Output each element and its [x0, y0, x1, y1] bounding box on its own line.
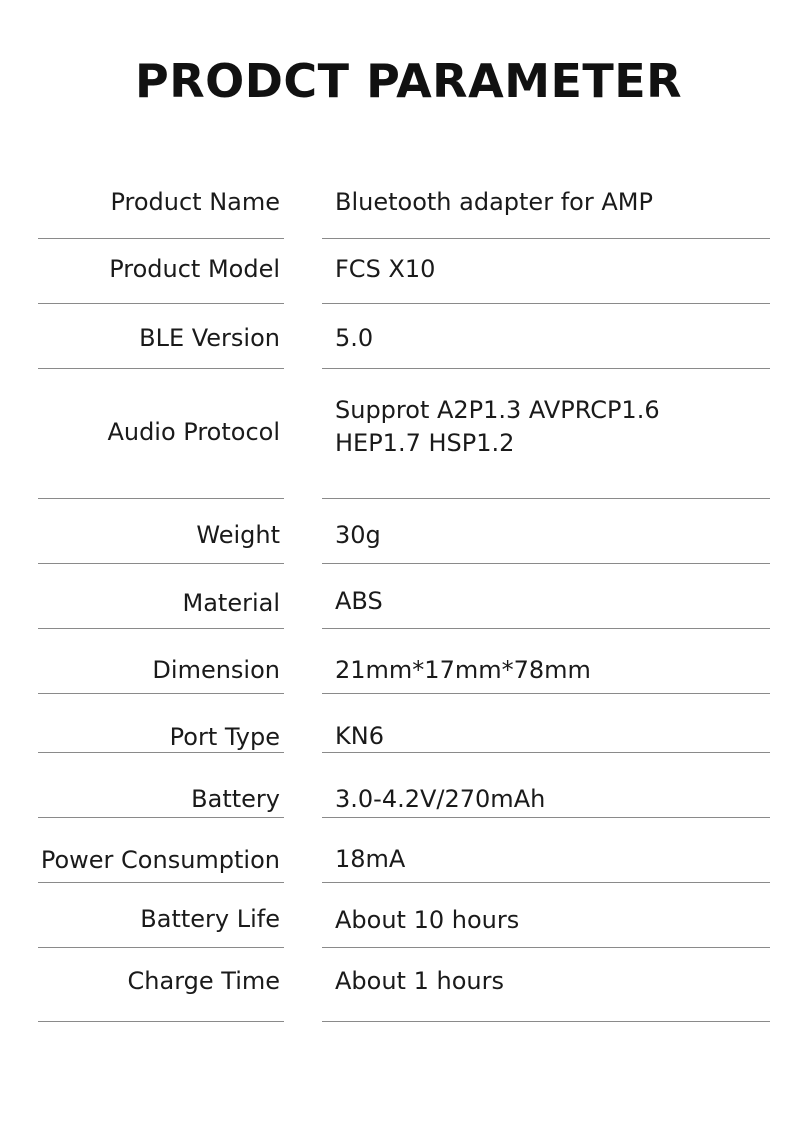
param-value-audio-protocol-line1: Supprot A2P1.3 AVPRCP1.6 — [335, 396, 660, 424]
param-label-dimension: Dimension — [152, 656, 280, 684]
param-value-ble-version: 5.0 — [335, 324, 374, 352]
row-divider-right — [322, 498, 770, 499]
param-label-port-type: Port Type — [169, 723, 280, 751]
row-divider-right — [322, 238, 770, 239]
param-value-battery-life: About 10 hours — [335, 906, 520, 934]
row-divider-right — [322, 563, 770, 564]
row-divider-left — [38, 752, 284, 753]
row-divider-left — [38, 303, 284, 304]
param-label-charge-time: Charge Time — [127, 967, 280, 995]
row-divider-right — [322, 628, 770, 629]
row-divider-left — [38, 882, 284, 883]
row-divider-right — [322, 368, 770, 369]
row-divider-left — [38, 628, 284, 629]
param-value-port-type: KN6 — [335, 722, 384, 750]
row-divider-right — [322, 303, 770, 304]
param-label-power-consumption: Power Consumption — [40, 846, 280, 874]
row-divider-right — [322, 947, 770, 948]
param-label-ble-version: BLE Version — [139, 324, 280, 352]
param-label-battery: Battery — [191, 785, 280, 813]
param-value-product-name: Bluetooth adapter for AMP — [335, 188, 653, 216]
row-divider-left — [38, 817, 284, 818]
row-divider-right — [322, 882, 770, 883]
param-value-dimension: 21mm*17mm*78mm — [335, 656, 591, 684]
param-value-power-consumption: 18mA — [335, 845, 406, 873]
param-value-battery: 3.0-4.2V/270mAh — [335, 785, 546, 813]
row-divider-right — [322, 752, 770, 753]
param-value-charge-time: About 1 hours — [335, 967, 504, 995]
param-label-audio-protocol: Audio Protocol — [107, 418, 280, 446]
page-title: PRODCT PARAMETER — [135, 54, 683, 108]
row-divider-left — [38, 693, 284, 694]
param-value-audio-protocol-line2: HEP1.7 HSP1.2 — [335, 429, 515, 457]
row-divider-right — [322, 1021, 770, 1022]
row-divider-left — [38, 368, 284, 369]
param-value-product-model: FCS X10 — [335, 255, 436, 283]
row-divider-left — [38, 947, 284, 948]
row-divider-left — [38, 238, 284, 239]
param-label-product-model: Product Model — [109, 255, 280, 283]
param-value-weight: 30g — [335, 521, 381, 549]
param-label-battery-life: Battery Life — [140, 905, 280, 933]
row-divider-left — [38, 1021, 284, 1022]
param-value-material: ABS — [335, 587, 383, 615]
row-divider-left — [38, 498, 284, 499]
param-label-material: Material — [182, 589, 280, 617]
param-label-product-name: Product Name — [110, 188, 280, 216]
param-label-weight: Weight — [196, 521, 280, 549]
row-divider-right — [322, 693, 770, 694]
row-divider-right — [322, 817, 770, 818]
row-divider-left — [38, 563, 284, 564]
